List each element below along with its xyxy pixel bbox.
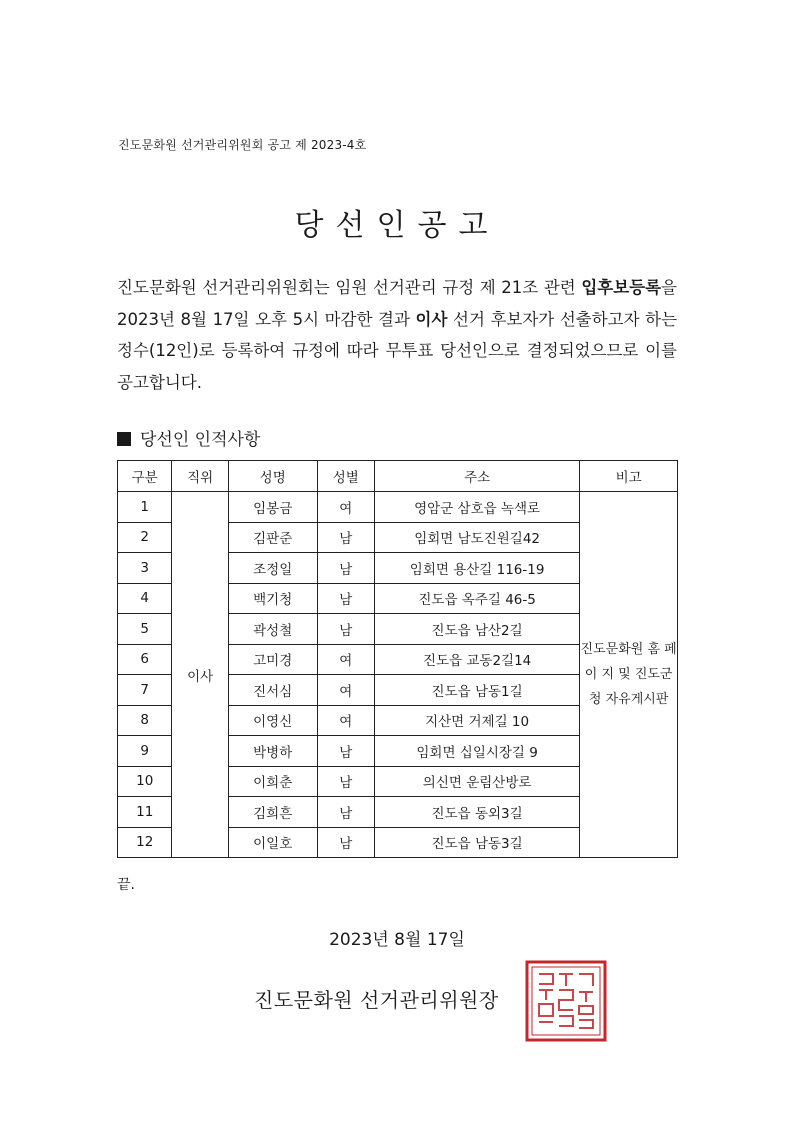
- cell-sex: 여: [317, 644, 374, 675]
- body-text-part2: 을 2023년 8월 17일 오후 5시 마감한 결과: [117, 278, 677, 329]
- cell-address: 임회면 남도진원길42: [374, 522, 579, 553]
- body-bold-director: 이사: [415, 309, 448, 329]
- section-title: [117, 425, 260, 450]
- cell-name: 고미경: [228, 644, 317, 675]
- cell-sex: 남: [317, 797, 374, 828]
- cell-address: 영암군 삼호읍 녹색로: [374, 492, 579, 523]
- signer-title: 진도문화원 선거관리위원장: [254, 988, 499, 1012]
- cell-number: 11: [118, 797, 172, 828]
- cell-number: 3: [118, 553, 172, 584]
- cell-address: 진도읍 교동2길14: [374, 644, 579, 675]
- cell-note: 진도문화원 홈 페 이 지 및 진도군청 자유게시판: [580, 492, 678, 858]
- header-number: 구분: [118, 461, 172, 492]
- table-body: [118, 492, 678, 858]
- cell-name: 곽성철: [228, 614, 317, 645]
- header-name: 성명: [228, 461, 317, 492]
- cell-number: 2: [118, 522, 172, 553]
- cell-address: 진도읍 동외3길: [374, 797, 579, 828]
- cell-number: 1: [118, 492, 172, 523]
- cell-name: 이영신: [228, 705, 317, 736]
- document-title: 당선인공고: [294, 208, 500, 243]
- square-bullet-icon: [117, 432, 131, 446]
- cell-number: 10: [118, 766, 172, 797]
- cell-number: 6: [118, 644, 172, 675]
- cell-address: 진도읍 남동1길: [374, 675, 579, 706]
- cell-name: 김희흔: [228, 797, 317, 828]
- cell-name: 이일호: [228, 827, 317, 858]
- cell-address: 지산면 거제길 10: [374, 705, 579, 736]
- cell-number: 5: [118, 614, 172, 645]
- cell-sex: 남: [317, 553, 374, 584]
- cell-number: 8: [118, 705, 172, 736]
- elected-roster-table: [117, 460, 678, 858]
- cell-name: 진서심: [228, 675, 317, 706]
- cell-name: 김판준: [228, 522, 317, 553]
- cell-name: 백기청: [228, 583, 317, 614]
- body-text-part1: 진도문화원 선거관리위원회는 임원 선거관리 규정 제 21조 관련: [117, 278, 582, 297]
- notice-number: 진도문화원 선거관리위원회 공고 제 2023-4호: [118, 138, 367, 152]
- table-row: [118, 492, 678, 523]
- cell-name: 이희춘: [228, 766, 317, 797]
- table-header-row: [118, 461, 678, 492]
- cell-name: 임봉금: [228, 492, 317, 523]
- cell-number: 7: [118, 675, 172, 706]
- cell-address: 진도읍 옥주길 46-5: [374, 583, 579, 614]
- cell-name: 조정일: [228, 553, 317, 584]
- cell-sex: 여: [317, 705, 374, 736]
- header-address: 주소: [374, 461, 579, 492]
- cell-address: 임회면 용산길 116-19: [374, 553, 579, 584]
- cell-sex: 여: [317, 492, 374, 523]
- cell-address: 임회면 십일시장길 9: [374, 736, 579, 767]
- cell-sex: 남: [317, 522, 374, 553]
- header-position: 직위: [172, 461, 228, 492]
- header-sex: 성별: [317, 461, 374, 492]
- cell-sex: 남: [317, 766, 374, 797]
- notice-body: [117, 272, 677, 398]
- section-title-label: 당선인 인적사항: [140, 430, 261, 450]
- cell-sex: 남: [317, 736, 374, 767]
- cell-name: 박병하: [228, 736, 317, 767]
- cell-address: 진도읍 남산2길: [374, 614, 579, 645]
- cell-address: 진도읍 남동3길: [374, 827, 579, 858]
- official-seal-icon: [525, 960, 607, 1042]
- cell-number: 4: [118, 583, 172, 614]
- header-note: 비고: [580, 461, 678, 492]
- cell-sex: 남: [317, 614, 374, 645]
- cell-position: 이사: [172, 492, 228, 858]
- cell-number: 9: [118, 736, 172, 767]
- cell-number: 12: [118, 827, 172, 858]
- cell-address: 의신면 운림산방로: [374, 766, 579, 797]
- cell-sex: 남: [317, 827, 374, 858]
- cell-sex: 여: [317, 675, 374, 706]
- end-mark: 끝.: [117, 877, 135, 893]
- body-text-part3: 선거 후보자가 선출하고자 하는 정수(12인)로 등록하여 규정에 따라 무투표 당선인으로 결정되었으므로 이를 공고합니다.: [117, 309, 678, 392]
- cell-sex: 남: [317, 583, 374, 614]
- body-bold-registration: 입후보등록: [581, 278, 662, 297]
- notice-date: 2023년 8월 17일: [329, 930, 465, 950]
